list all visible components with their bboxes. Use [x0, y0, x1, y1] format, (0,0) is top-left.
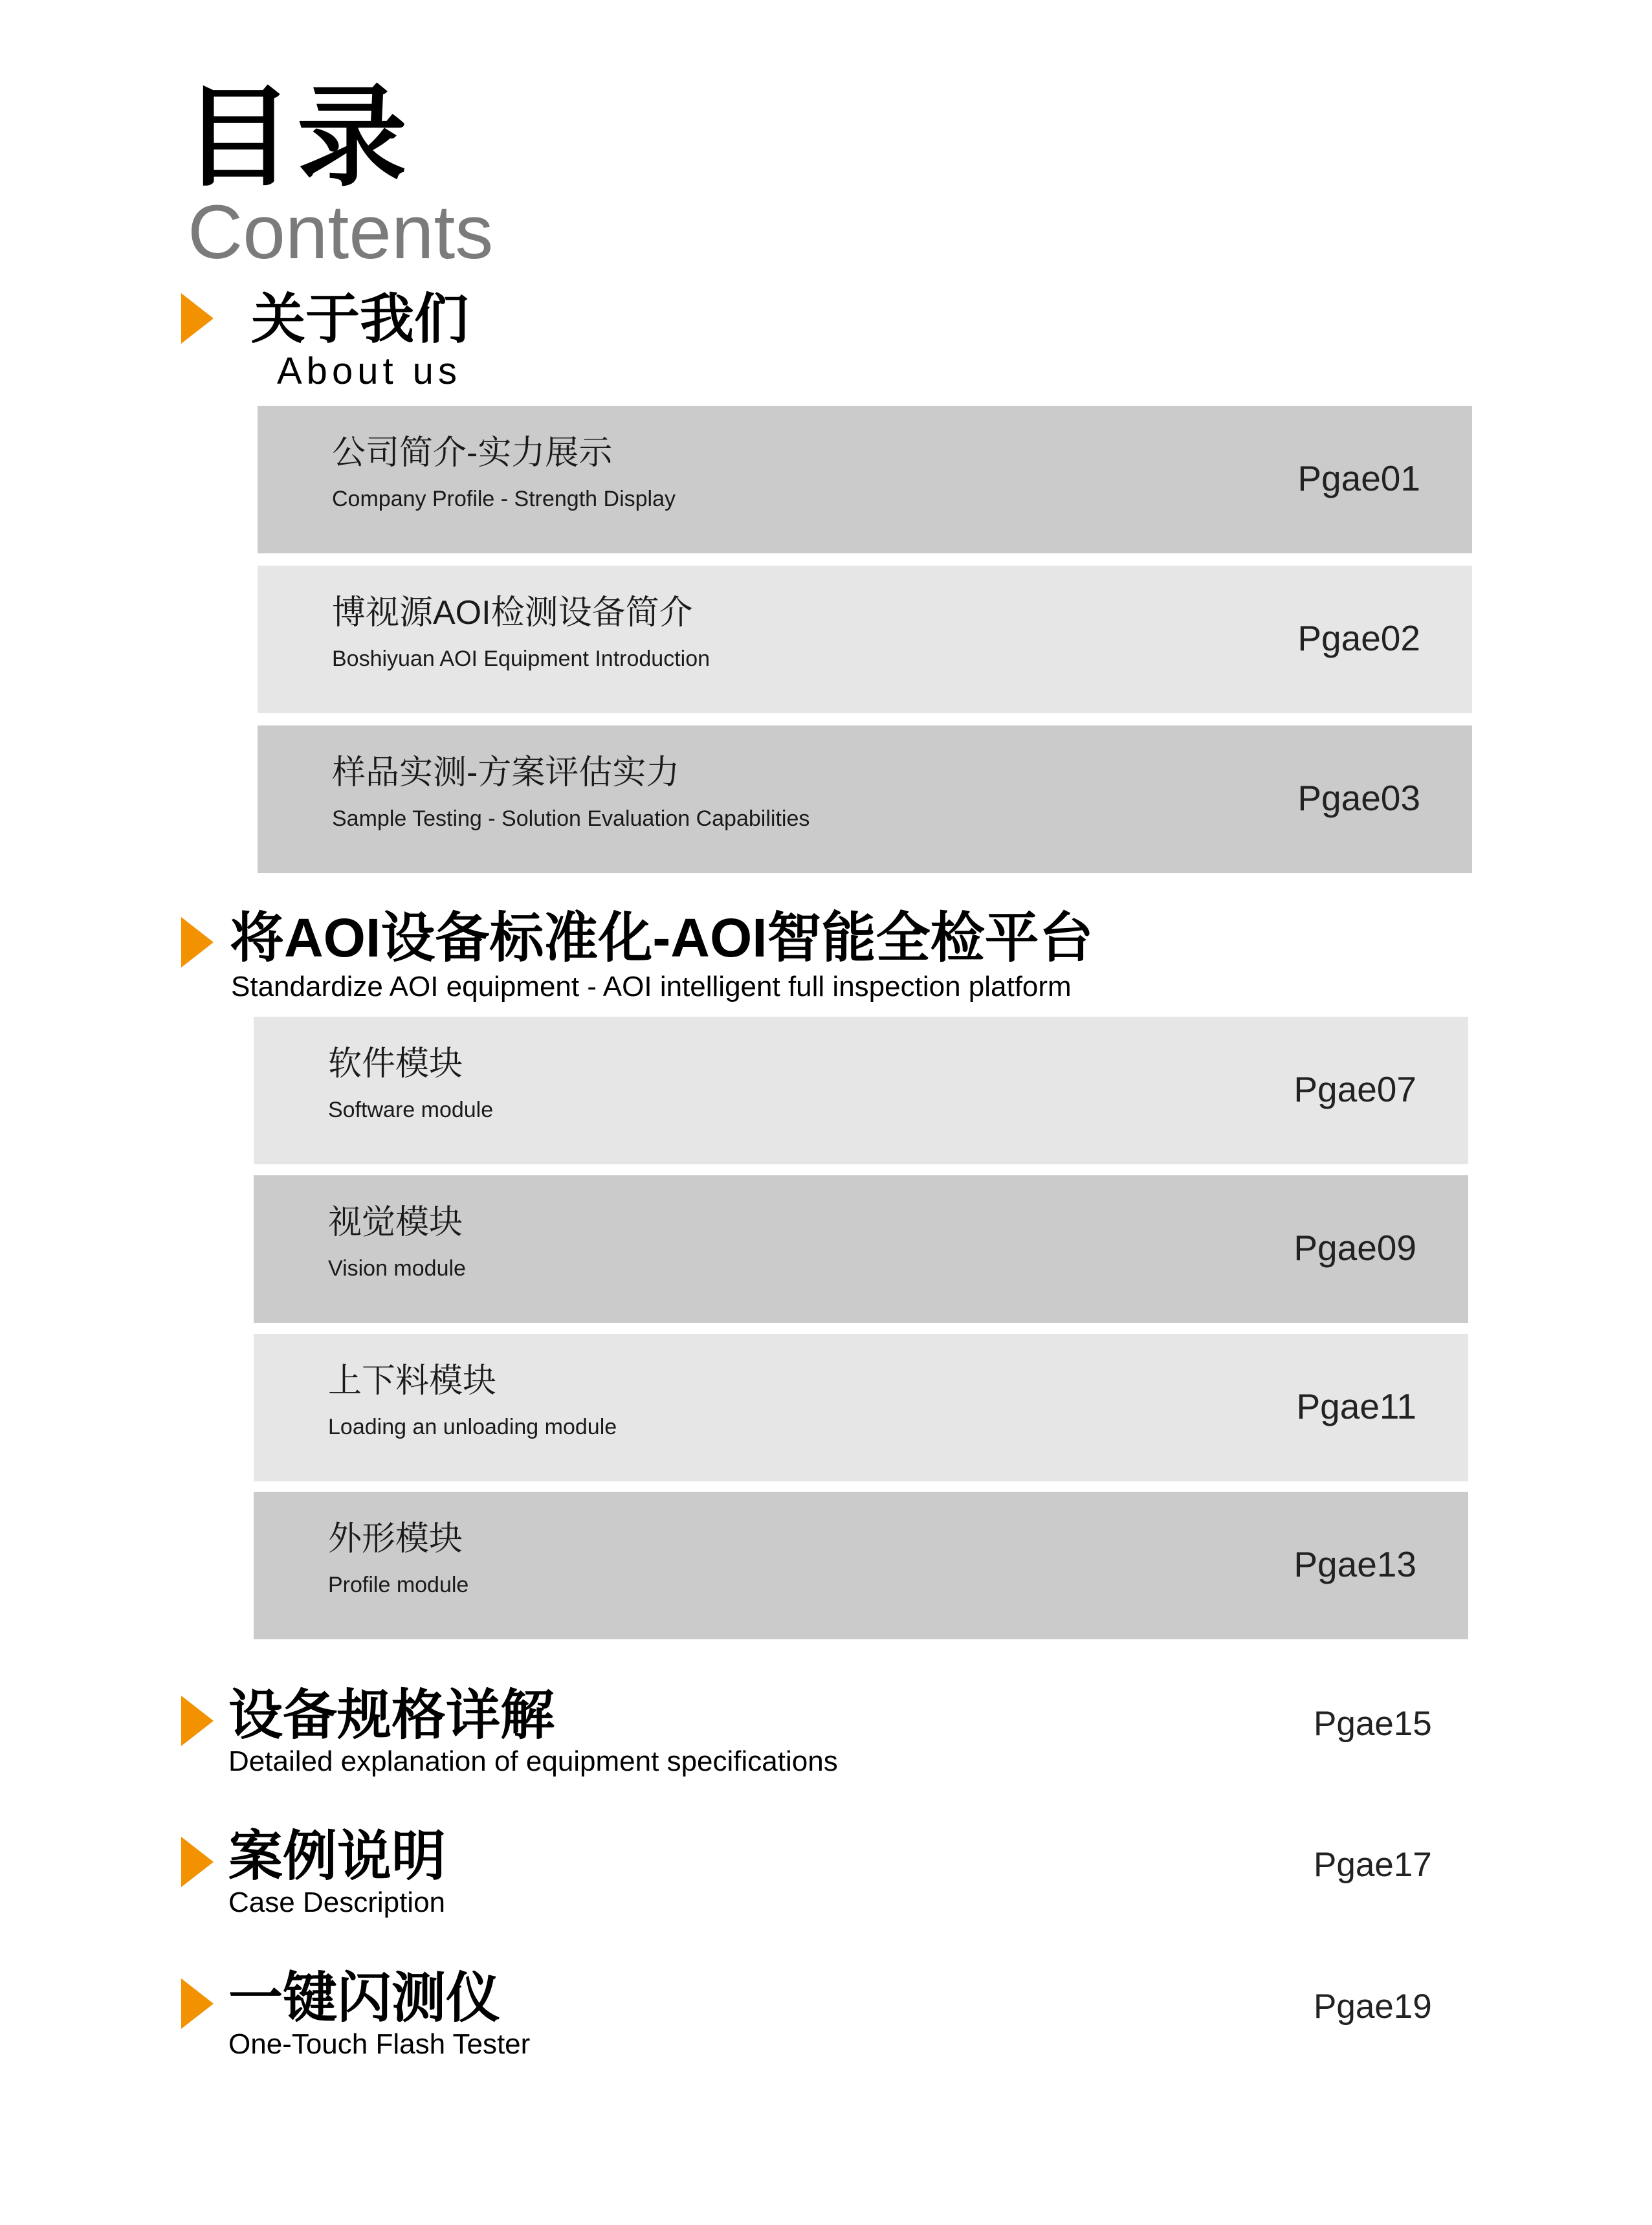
triangle-right-icon	[181, 1837, 214, 1887]
triangle-right-icon	[181, 917, 214, 968]
page-number: Pgae01	[1297, 458, 1420, 498]
section-title-en: About us	[277, 350, 461, 392]
section-title-cn: 设备规格详解	[228, 1685, 555, 1745]
page-number: Pgae13	[1294, 1544, 1416, 1584]
page-title-cn: 目录	[183, 76, 412, 199]
section-title-cn: 关于我们	[251, 289, 469, 349]
page-title-en: Contents	[188, 190, 494, 275]
entry-title-cn: 博视源AOI检测设备简介	[332, 594, 693, 632]
page-number: Pgae09	[1294, 1228, 1416, 1268]
page-number: Pgae03	[1297, 778, 1420, 818]
entry-title-cn: 上下料模块	[328, 1362, 497, 1400]
entry-title-cn: 视觉模块	[328, 1204, 463, 1241]
toc-entry-aoi-introduction[interactable]	[258, 566, 1472, 713]
entry-title-en: Vision module	[328, 1256, 466, 1281]
page-number: Pgae17	[1314, 1846, 1432, 1884]
page-number: Pgae02	[1297, 618, 1420, 658]
toc-entry-software-module[interactable]	[254, 1017, 1468, 1164]
page-number: Pgae07	[1294, 1069, 1416, 1109]
entry-title-cn: 外形模块	[328, 1520, 463, 1558]
section-title-cn: 案例说明	[228, 1826, 446, 1887]
section-title-en: One-Touch Flash Tester	[228, 2028, 531, 2060]
section-title-en: Case Description	[228, 1887, 446, 1918]
section-title-en: Detailed explanation of equipment specifications	[228, 1745, 838, 1777]
section-title-cn: 将AOI设备标准化-AOI智能全检平台	[230, 907, 1094, 968]
entry-title-en: Sample Testing - Solution Evaluation Capabilities	[332, 806, 810, 831]
toc-entry-loading-module[interactable]	[254, 1334, 1468, 1481]
page-number: Pgae19	[1314, 1987, 1432, 2026]
toc-entry-sample-testing[interactable]	[258, 725, 1472, 873]
entry-title-en: Profile module	[328, 1573, 469, 1597]
section-title-en: Standardize AOI equipment - AOI intelligent full inspection platform	[231, 971, 1072, 1002]
entry-title-en: Loading an unloading module	[328, 1415, 617, 1439]
entry-title-en: Company Profile - Strength Display	[332, 487, 676, 511]
triangle-right-icon	[181, 1978, 214, 2029]
toc-entry-company-profile[interactable]	[258, 406, 1472, 553]
page-number: Pgae15	[1314, 1705, 1432, 1743]
entry-title-en: Software module	[328, 1098, 494, 1122]
triangle-right-icon	[181, 1696, 214, 1746]
section-title-cn: 一键闪测仪	[228, 1967, 501, 2028]
entry-title-cn: 样品实测-方案评估实力	[332, 754, 680, 791]
entry-title-en: Boshiyuan AOI Equipment Introduction	[332, 647, 710, 671]
toc-entry-profile-module[interactable]	[254, 1492, 1468, 1639]
toc-entry-vision-module[interactable]	[254, 1175, 1468, 1323]
entry-title-cn: 公司简介-实力展示	[332, 434, 613, 472]
triangle-right-icon	[181, 293, 214, 344]
entry-title-cn: 软件模块	[328, 1045, 463, 1083]
page-number: Pgae11	[1296, 1386, 1416, 1426]
